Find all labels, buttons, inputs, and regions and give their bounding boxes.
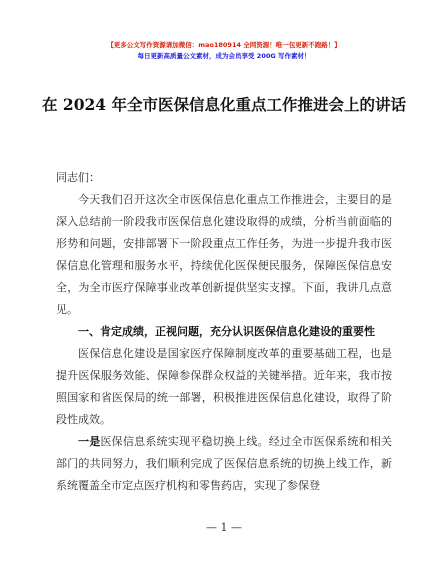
promo-banner <box>0 40 448 62</box>
document-title: 在 2024 年全市医保信息化重点工作推进会上的讲话 <box>42 95 406 114</box>
promo-banner-line-2: 每日更新高质量公文素材，成为会员享受 200G 写作素材！ <box>137 52 311 60</box>
intro-paragraph: 今天我们召开这次全市医保信息化重点工作推进会，主要目的是深入总结前一阶段我市医保信息化建设取得的成绩，分析当前面临的形势和问题，安排部署下一阶段重点工作任务，为进一步提升我市医保信息化管理和服务水平，持续优化医保便民服务，保障医保信息安全，为全市医疗保障事业改革创新提供坚实支撑。下面，我讲几点意见。 <box>56 193 392 316</box>
point-1-paragraph <box>56 431 392 497</box>
point-1-text: 医保信息系统实现平稳切换上线。经过全市医保系统和相关部门的共同努力，我们顺利完成了医保信息系统的切换上线工作，新系统覆盖全市定点医疗机构和零售药店，实现了参保登 <box>56 435 393 492</box>
point-1-lead: 一是 <box>78 435 101 448</box>
document-body <box>56 167 392 497</box>
section-1-heading: 一、肯定成绩，正视问题，充分认识医保信息化建设的重要性 <box>78 325 375 338</box>
page-number: — 1 — <box>206 521 242 534</box>
section-1-paragraph: 医保信息化建设是国家医疗保障制度改革的重要基础工程，也是提升医保服务效能、保障参保群众权益的关键举措。近年来，我市按照国家和省医保局的统一部署，积极推进医保信息化建设，取得了阶段性成效。 <box>56 347 392 426</box>
promo-banner-line-1: 【更多公文写作资源请加微信：mao180914 全网资源！唯一包更新不跑路！】 <box>107 41 341 49</box>
salutation: 同志们： <box>56 171 100 184</box>
